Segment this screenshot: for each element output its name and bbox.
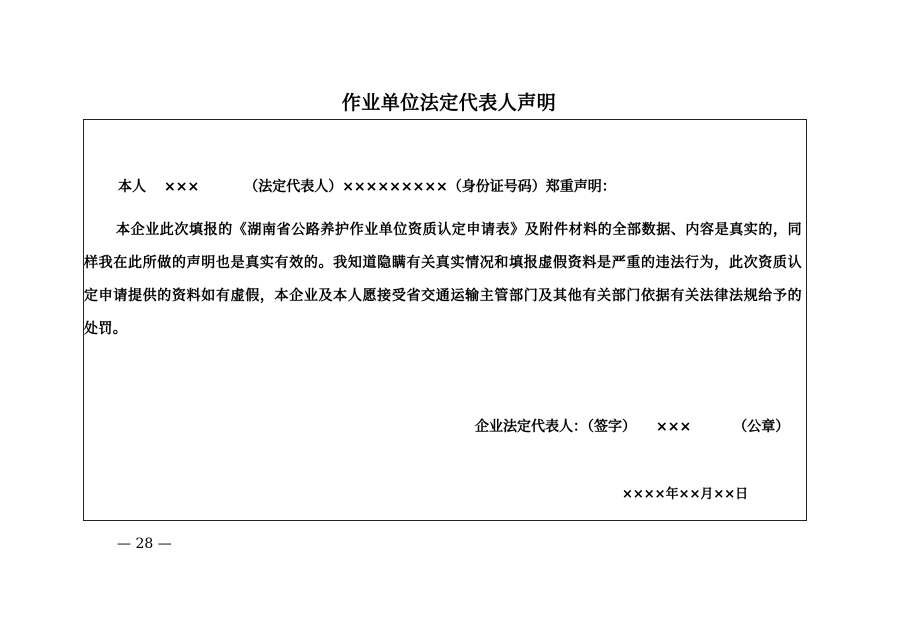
seal-label: （公章） [733,419,790,435]
page-number: — 28 — [117,536,172,552]
declarant-line [118,176,616,196]
declarant-id-number: ××××××××× [342,179,448,195]
signature-name: ××× [656,419,692,435]
statement-paragraph: 本企业此次填报的《湖南省公路养护作业单位资质认定申请表》及附件材料的全部数据、内容是真实的，同样我在此所做的声明也是真实有效的。我知道隐瞒有关真实情况和填报虚假资料是严重的违法行为，此次资质认定申请提供的资料如有虚假，本企业及本人愿接受省交通运输主管部门及其他有关部门依据有关法律法规给予的处罚。 [84,222,802,337]
signature-label: 企业法定代表人：（签字） [475,419,636,435]
date-line: ××××年××月××日 [622,487,749,502]
declarant-role: （法定代表人） [244,179,343,195]
declarant-prefix: 本人 [118,179,146,195]
document-title: 作业单位法定代表人声明 [341,92,557,114]
signature-line [475,416,789,436]
declarant-id-label: （身份证号码）郑重声明： [447,179,616,195]
declarant-name: ××× [164,179,200,195]
